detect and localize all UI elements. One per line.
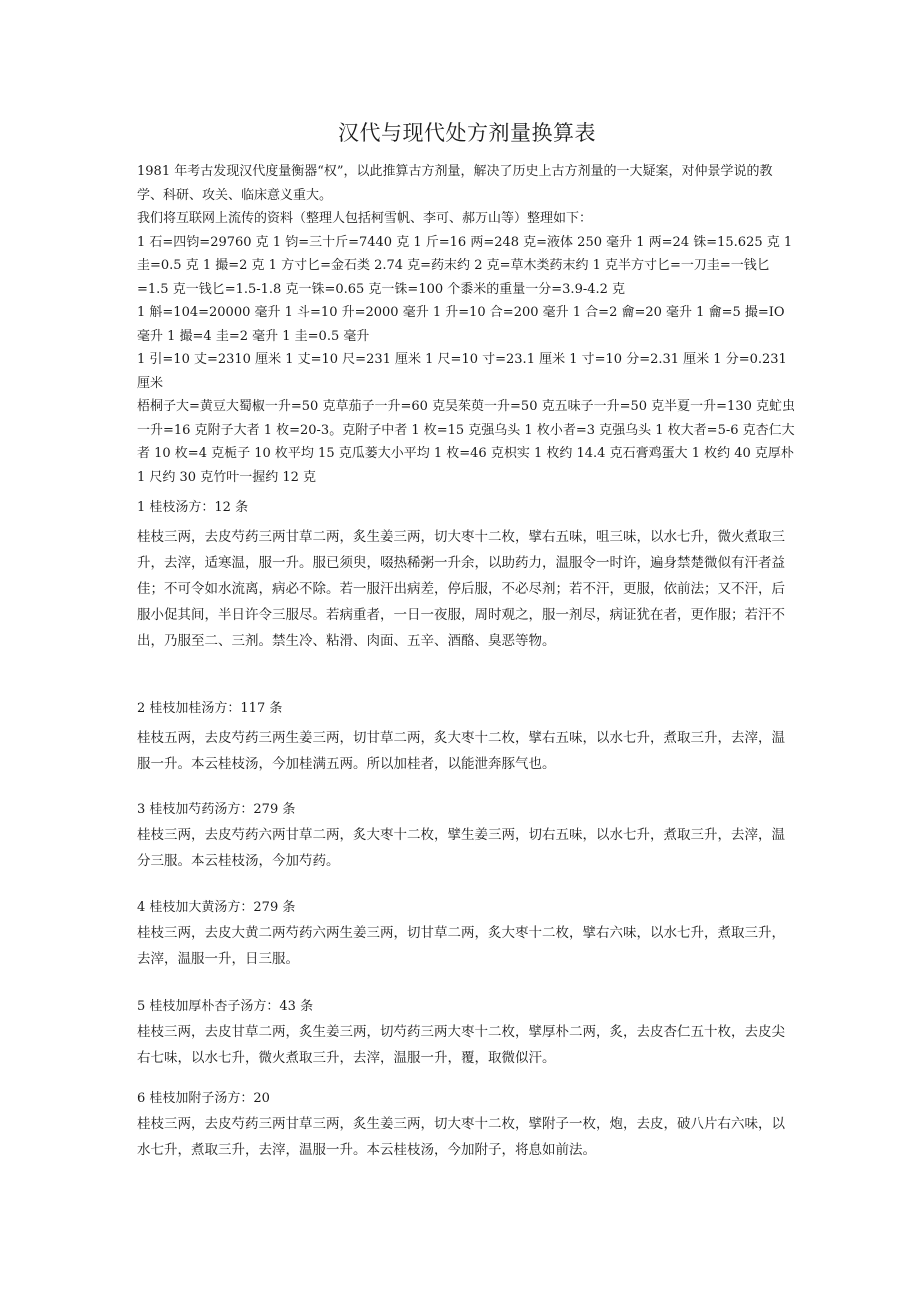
formula-text: 桂枝三两，去皮芍药三两甘草三两，炙生姜三两，切大枣十二枚，擘附子一枚，炮，去皮，破八片右六味，以水七升，煮取三升，去滓，温服一升。本云桂枝汤，今加附子，将息如前法。 bbox=[137, 1116, 785, 1158]
intro-paragraph: 我们将互联网上流传的资料（整理人包括柯雪帆、李可、郝万山等）整理如下： bbox=[137, 211, 593, 226]
intro-block bbox=[137, 160, 797, 489]
formula-heading: 2 桂枝加桂汤方：117 条 bbox=[137, 701, 283, 716]
formula-section bbox=[137, 697, 797, 777]
intro-paragraph: 1981 年考古发现汉代度量衡器“权”，以此推算古方剂量，解决了历史上古方剂量的一大疑案，对仲景学说的教学、科研、攻关、临床意义重大。 bbox=[137, 164, 773, 203]
formula-heading: 5 桂枝加厚朴杏子汤方：43 条 bbox=[137, 999, 314, 1014]
formula-text: 桂枝三两，去皮芍药六两甘草二两，炙大枣十二枚，擘生姜三两，切右五味，以水七升，煮取三升，去滓，温分三服。本云桂枝汤，今加芍药。 bbox=[137, 827, 785, 869]
formula-text: 桂枝三两，去皮甘草二两，炙生姜三两，切芍药三两大枣十二枚，擘厚朴二两，炙，去皮杏仁五十枚，去皮尖右七味，以水七升，微火煮取三升，去滓，温服一升，覆，取微似汗。 bbox=[137, 1024, 785, 1066]
length-conversion: 1 引=10 丈=2310 厘米 1 丈=10 尺=231 厘米 1 尺=10 寸=23.1 厘米 1 寸=10 分=2.31 厘米 1 分=0.231 厘米 bbox=[137, 352, 787, 391]
volume-conversion: 1 斛=104=20000 毫升 1 斗=10 升=2000 毫升 1 升=10 合=200 毫升 1 合=2 龠=20 毫升 1 龠=5 撮=IO 毫升 1 撮=4 圭=2 毫升 1 圭=0.5 毫升 bbox=[137, 305, 785, 344]
weight-conversion: 1 石=四钧=29760 克 1 钧=三十斤=7440 克 1 斤=16 两=248 克=液体 250 毫升 1 两=24 铢=15.625 克 1 圭=0.5 克 1 撮=2 克 1 方寸匕=金石类 2.74 克=药末约 2 克=草木类药末约 1 克半方寸匕=一刀圭=一钱匕=1.5 克一钱匕=1.5-1.8 克一铢=0.65 克一铢=100 个黍米的重量一分=3.9-4.2 克 bbox=[137, 234, 793, 297]
formula-section bbox=[137, 798, 797, 874]
formula-section bbox=[137, 896, 797, 972]
formula-section bbox=[137, 1087, 797, 1163]
formula-heading: 3 桂枝加芍药汤方：279 条 bbox=[137, 802, 296, 817]
herb-conversion: 梧桐子大=黄豆大蜀椒一升=50 克草茄子一升=60 克吴茱萸一升=50 克五味子一升=50 克半夏一升=130 克虻虫一升=16 克附子大者 1 枚=20-3。克附子中者 1 枚=15 克强乌头 1 枚小者=3 克强乌头 1 枚大者=5-6 克杏仁大者 10 枚=4 克栀子 10 枚平均 15 克瓜蒌大小平均 1 枚=46 克枳实 1 枚约 14.4 克石膏鸡蛋大 1 枚约 40 克厚朴 1 尺约 30 克竹叶一握约 12 克 bbox=[137, 399, 795, 485]
formula-text: 桂枝五两，去皮芍药三两生姜三两，切甘草二两，炙大枣十二枚，擘右五味，以水七升，煮取三升，去滓，温服一升。本云桂枝汤，今加桂满五两。所以加桂者，以能泄奔豚气也。 bbox=[137, 730, 785, 772]
formula-heading: 6 桂枝加附子汤方：20 bbox=[137, 1091, 270, 1106]
formula-heading: 4 桂枝加大黄汤方：279 条 bbox=[137, 900, 296, 915]
formula-text: 桂枝三两，去皮大黄二两芍药六两生姜三两，切甘草二两，炙大枣十二枚，擘右六味，以水七升，煮取三升，去滓，温服一升，日三服。 bbox=[137, 925, 785, 967]
formula-text: 桂枝三两，去皮芍药三两甘草二两，炙生姜三两，切大枣十二枚，擘右五味，咀三味，以水七升，微火煮取三升，去滓，适寒温，服一升。服已须臾，啜热稀粥一升余，以助药力，温服令一时许，遍身禁楚微似有汗者益佳；不可令如水流离，病必不除。若一服汗出病差，停后服，不必尽剂；若不汗，更服，依前法；又不汗，后服小促其间，半日许令三服尽。若病重者，一日一夜服，周时观之，服一剂尽，病证犹在者，更作服；若汗不出，乃服至二、三剂。禁生冷、粘滑、肉面、五辛、酒酪、臭恶等物。 bbox=[137, 529, 785, 649]
page-title: 汉代与现代处方剂量换算表 bbox=[338, 121, 596, 145]
formula-section bbox=[137, 496, 797, 654]
formula-heading: 1 桂枝汤方：12 条 bbox=[137, 500, 249, 515]
formula-section bbox=[137, 995, 797, 1071]
